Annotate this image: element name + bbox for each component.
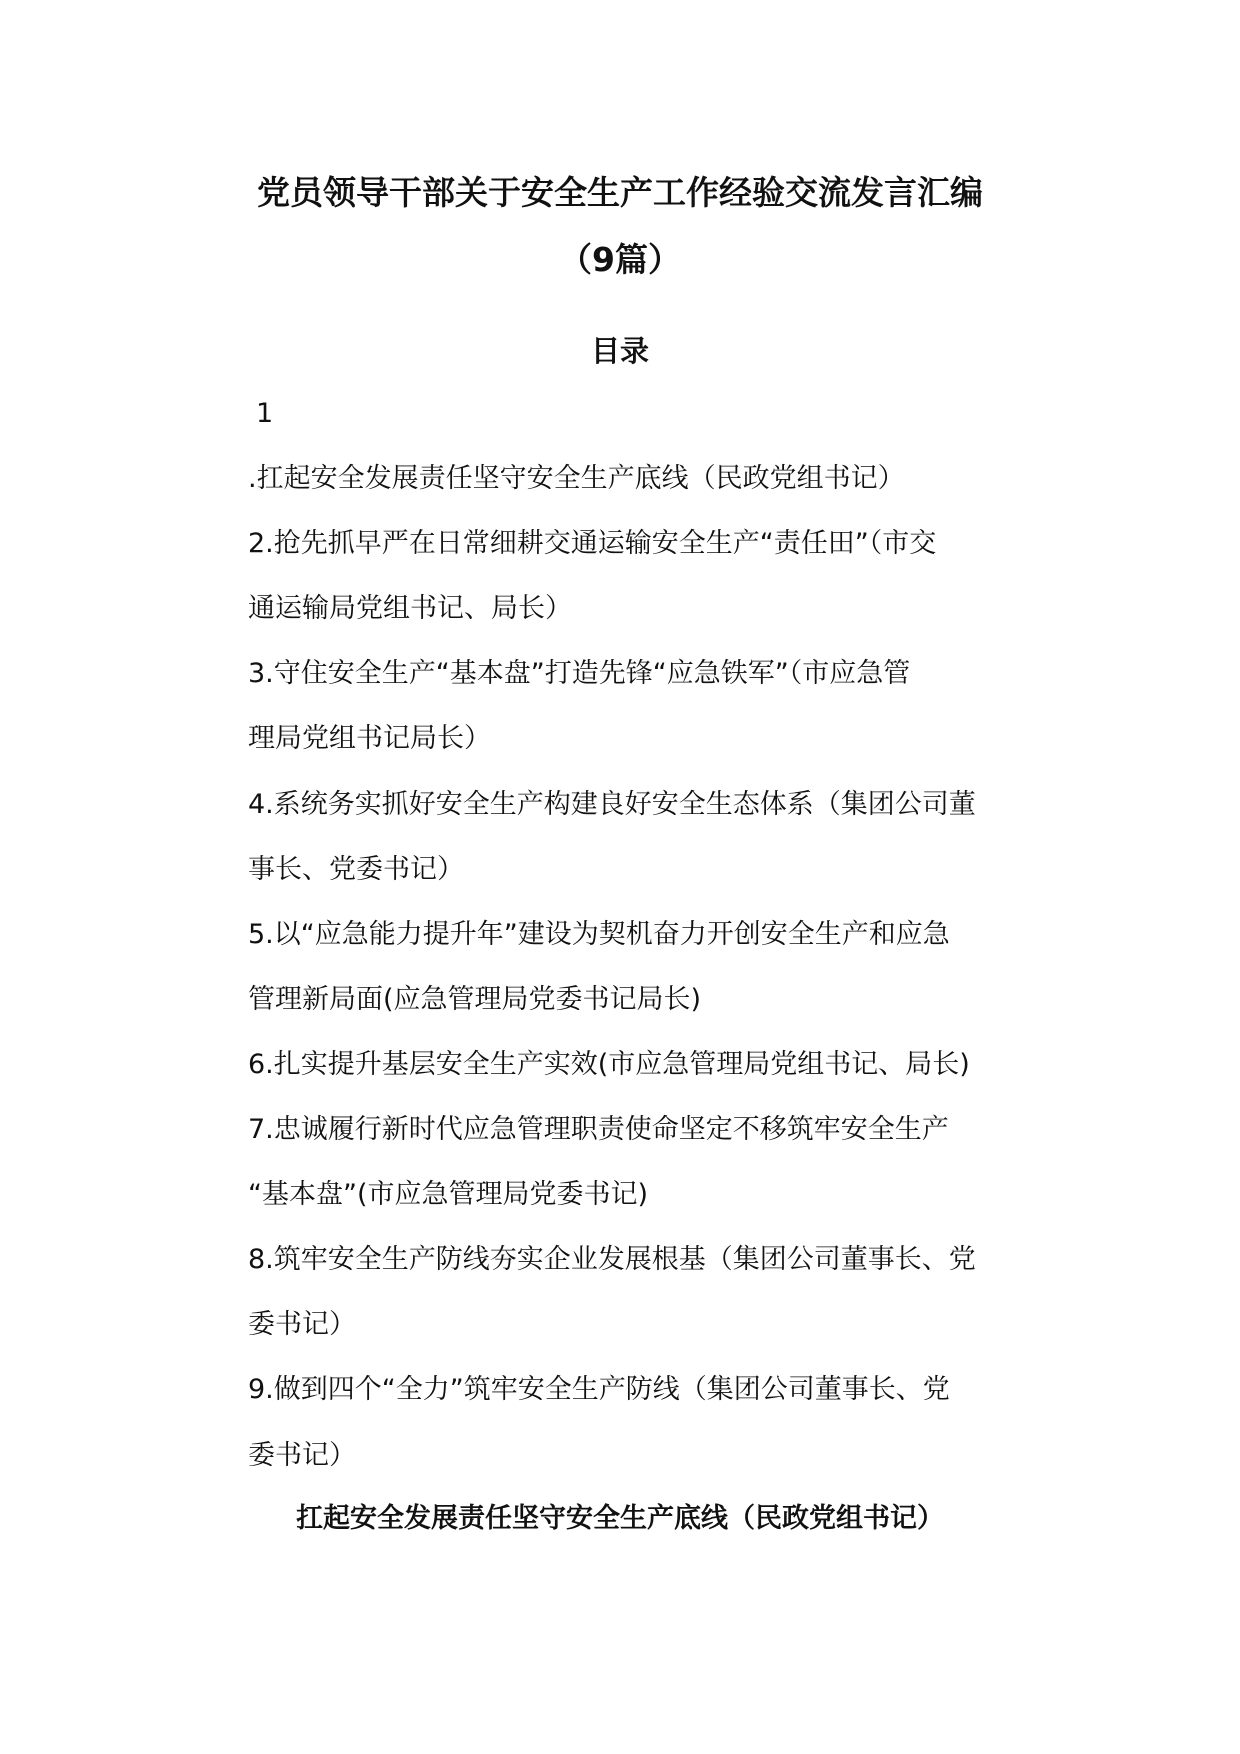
toc-line: 9.做到四个“全力”筑牢安全生产防线（集团公司董事长、党: [248, 1374, 950, 1406]
document-title: 党员领导干部关于安全生产工作经验交流发言汇编: [257, 173, 983, 212]
toc-line: 5.以“应急能力提升年”建设为契机奋力开创安全生产和应急: [248, 918, 950, 950]
section-title: 扛起安全发展责任坚守安全生产底线（民政党组书记）: [296, 1503, 944, 1534]
toc-line: 6.扎实提升基层安全生产实效(市应急管理局党组书记、局长): [248, 1048, 970, 1080]
toc-line: “基本盘”(市应急管理局党委书记): [248, 1179, 649, 1211]
toc-line: 2.抢先抓早严在日常细耕交通运输安全生产“责任田”（市交: [248, 528, 937, 560]
toc-line: 理局党组书记局长）: [248, 723, 491, 755]
toc-line: 事长、党委书记）: [248, 853, 464, 885]
toc-line: 通运输局党组书记、局长）: [248, 593, 572, 625]
toc-line: 4.系统务实抓好安全生产构建良好安全生态体系（集团公司董: [248, 788, 976, 820]
table-of-contents: [248, 392, 1054, 1499]
toc-line: 7.忠诚履行新时代应急管理职责使命坚定不移筑牢安全生产: [248, 1114, 949, 1146]
toc-line: 管理新局面(应急管理局党委书记局长): [248, 983, 702, 1015]
toc-line: 委书记）: [248, 1309, 356, 1341]
toc-line: 1: [256, 398, 274, 429]
document-title-count: （9篇）: [559, 240, 681, 279]
toc-heading: 目录: [590, 334, 649, 368]
toc-line: 8.筑牢安全生产防线夯实企业发展根基（集团公司董事长、党: [248, 1244, 976, 1276]
toc-line: 委书记）: [248, 1439, 356, 1471]
toc-line: .扛起安全发展责任坚守安全生产底线（民政党组书记）: [248, 463, 905, 495]
toc-line: 3.守住安全生产“基本盘”打造先锋“应急铁军”（市应急管: [248, 658, 911, 690]
